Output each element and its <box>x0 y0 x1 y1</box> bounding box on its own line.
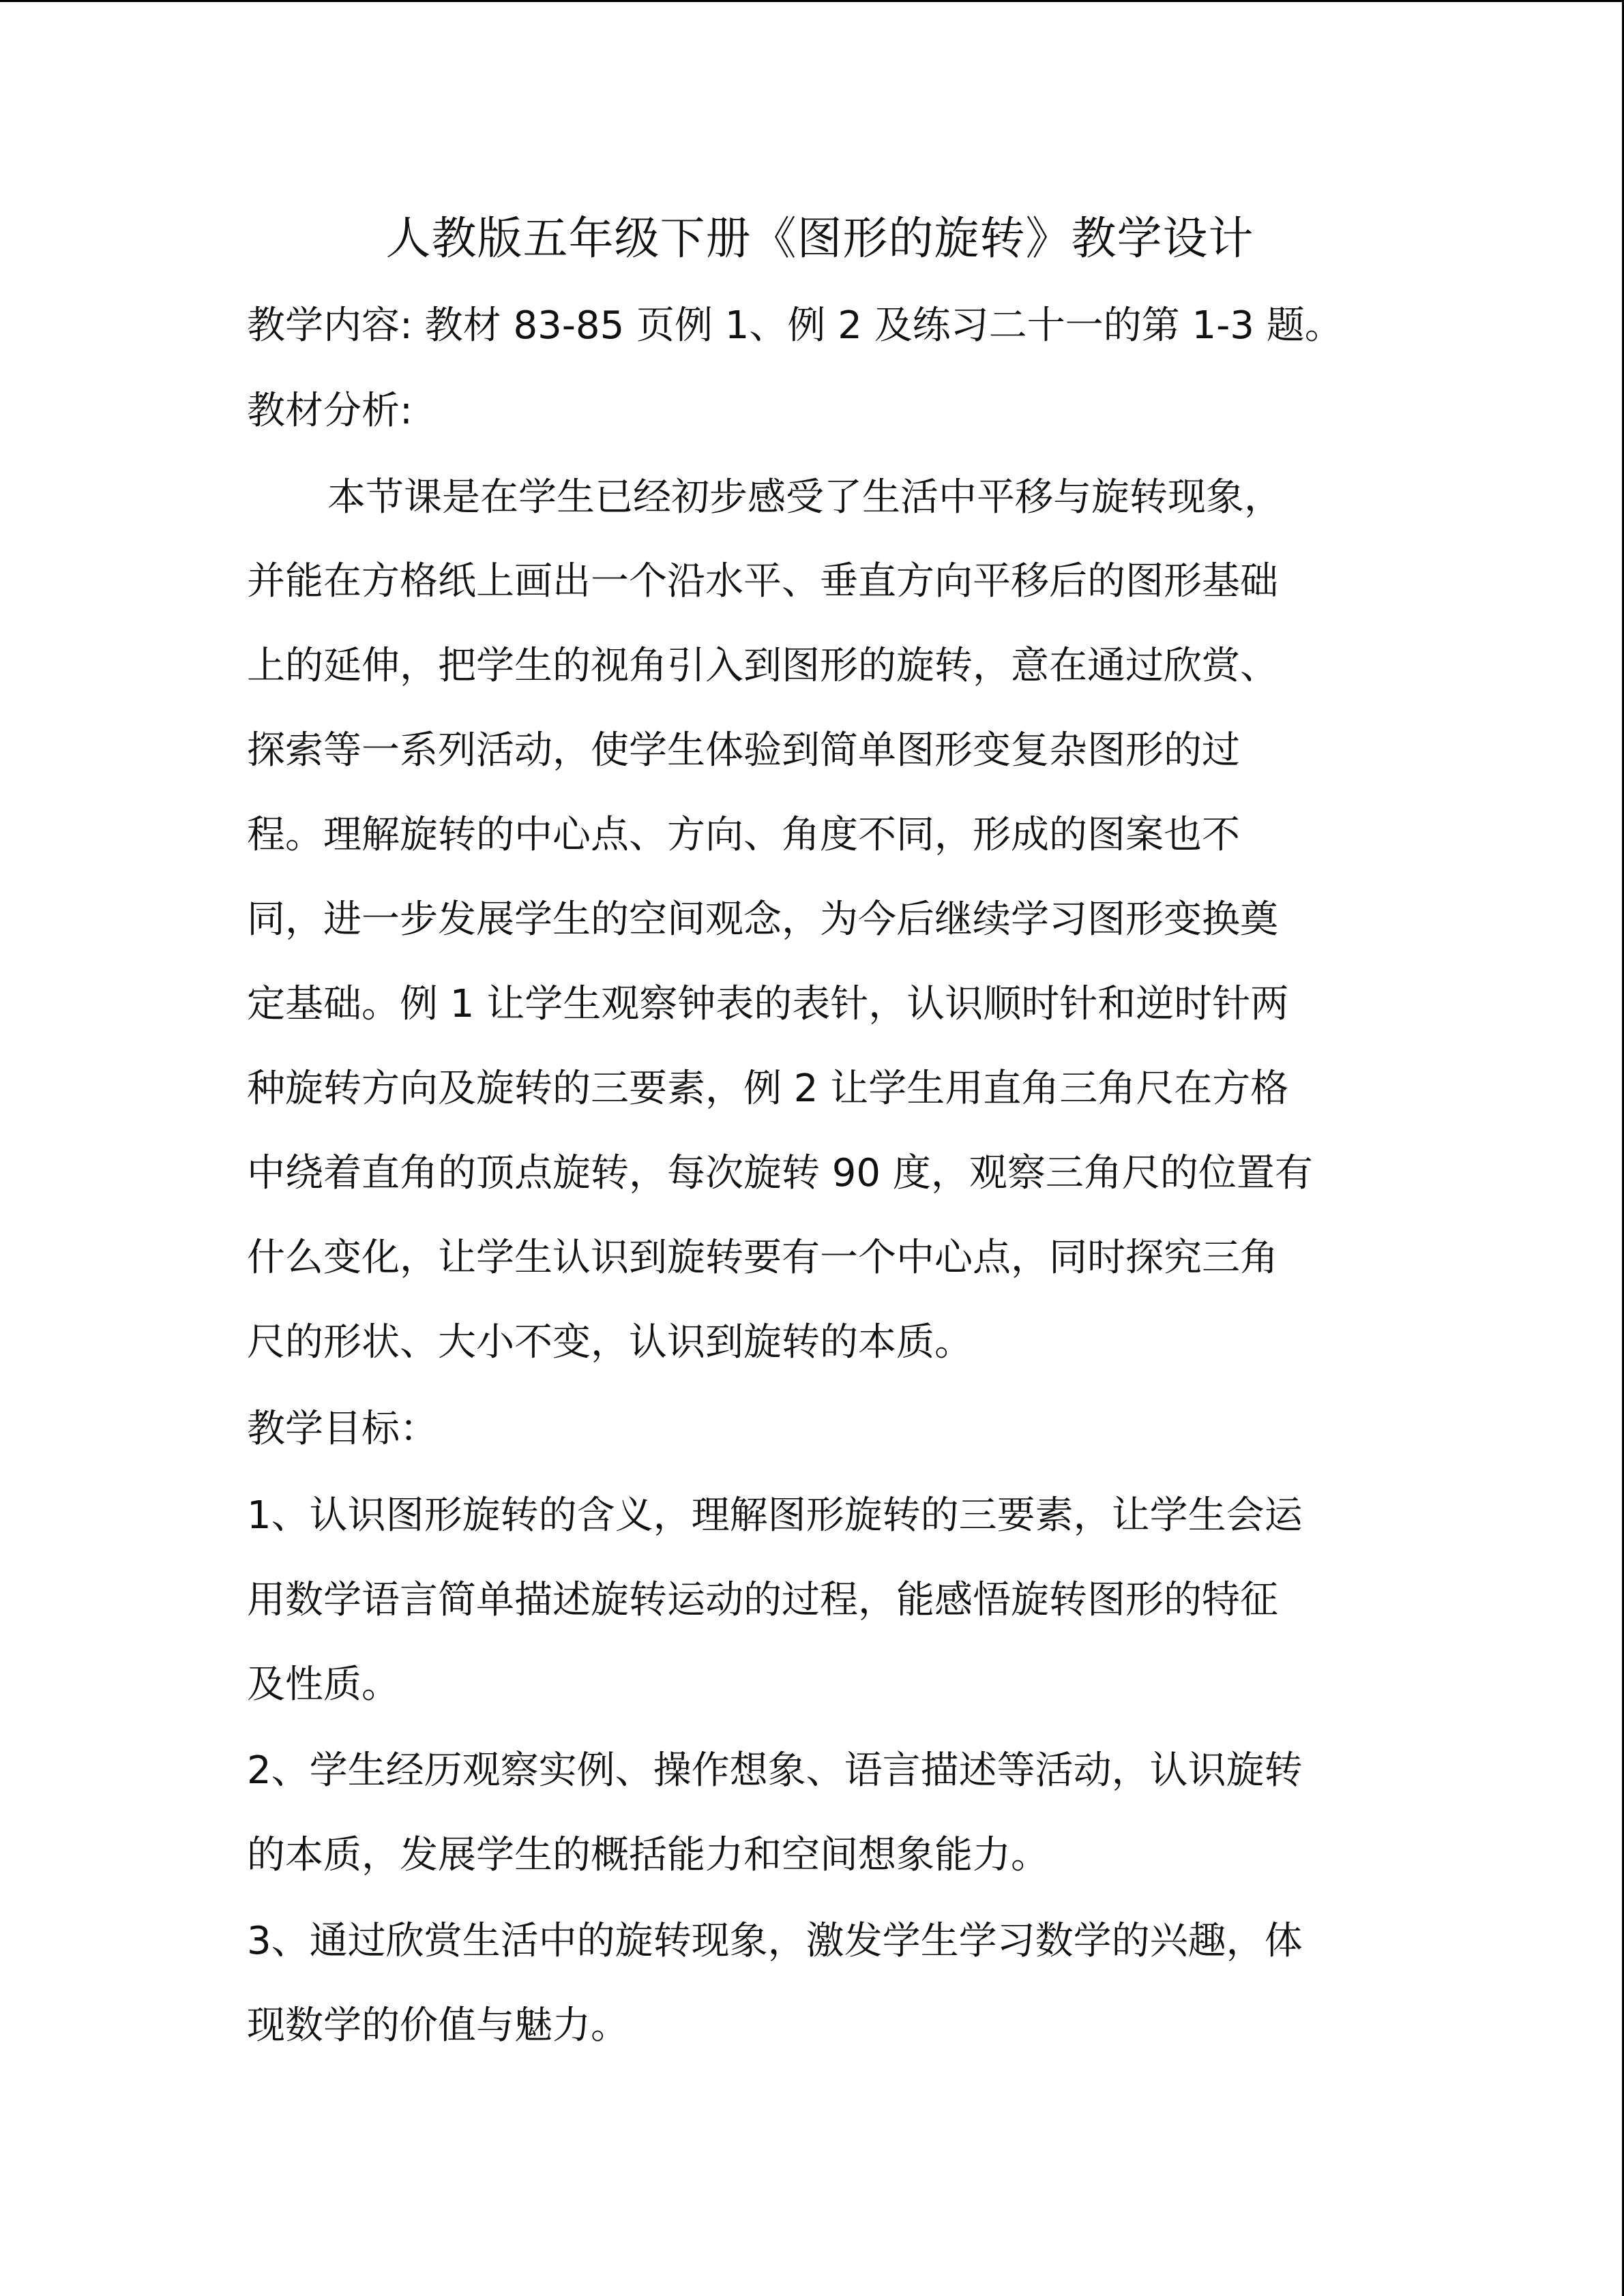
goal-line: 用数学语言简单描述旋转运动的过程，能感悟旋转图形的特征 <box>247 1578 1278 1622</box>
analysis-line: 尺的形状、大小不变，认识到旋转的本质。 <box>247 1320 973 1365</box>
goal-line: 的本质，发展学生的概括能力和空间想象能力。 <box>247 1833 1049 1877</box>
goal-line: 1、认识图形旋转的含义，理解图形旋转的三要素，让学生会运 <box>247 1493 1303 1538</box>
analysis-heading: 教材分析: <box>247 389 413 433</box>
analysis-line: 并能在方格纸上画出一个沿水平、垂直方向平移后的图形基础 <box>247 559 1278 603</box>
content-line: 教学内容: 教材 83-85 页例 1、例 2 及练习二十一的第 1-3 题。 <box>247 303 1343 348</box>
analysis-line: 上的延伸，把学生的视角引入到图形的旋转，意在通过欣赏、 <box>247 644 1278 688</box>
analysis-line: 定基础。例 1 让学生观察钟表的表针，认识顺时针和逆时针两 <box>247 982 1289 1026</box>
goal-line: 及性质。 <box>247 1663 400 1707</box>
page-border-top <box>0 0 1624 2</box>
document-title: 人教版五年级下册《图形的旋转》教学设计 <box>385 212 1254 265</box>
goal-line: 现数学的价值与魅力。 <box>247 2003 629 2048</box>
analysis-line: 中绕着直角的顶点旋转，每次旋转 90 度，观察三角尺的位置有 <box>247 1151 1313 1195</box>
goal-line: 3、通过欣赏生活中的旋转现象，激发学生学习数学的兴趣，体 <box>247 1919 1303 1963</box>
analysis-line: 本节课是在学生已经初步感受了生活中平移与旋转现象， <box>327 475 1282 520</box>
analysis-line: 探索等一系列活动，使学生体验到简单图形变复杂图形的过 <box>247 728 1240 773</box>
analysis-line: 同，进一步发展学生的空间观念，为今后继续学习图形变换奠 <box>247 897 1278 942</box>
goals-heading: 教学目标： <box>247 1407 438 1451</box>
analysis-line: 什么变化，让学生认识到旋转要有一个中心点，同时探究三角 <box>247 1236 1278 1280</box>
analysis-line: 种旋转方向及旋转的三要素，例 2 让学生用直角三角尺在方格 <box>247 1067 1289 1111</box>
analysis-line: 程。理解旋转的中心点、方向、角度不同，形成的图案也不 <box>247 813 1240 857</box>
goal-line: 2、学生经历观察实例、操作想象、语言描述等活动，认识旋转 <box>247 1748 1303 1793</box>
